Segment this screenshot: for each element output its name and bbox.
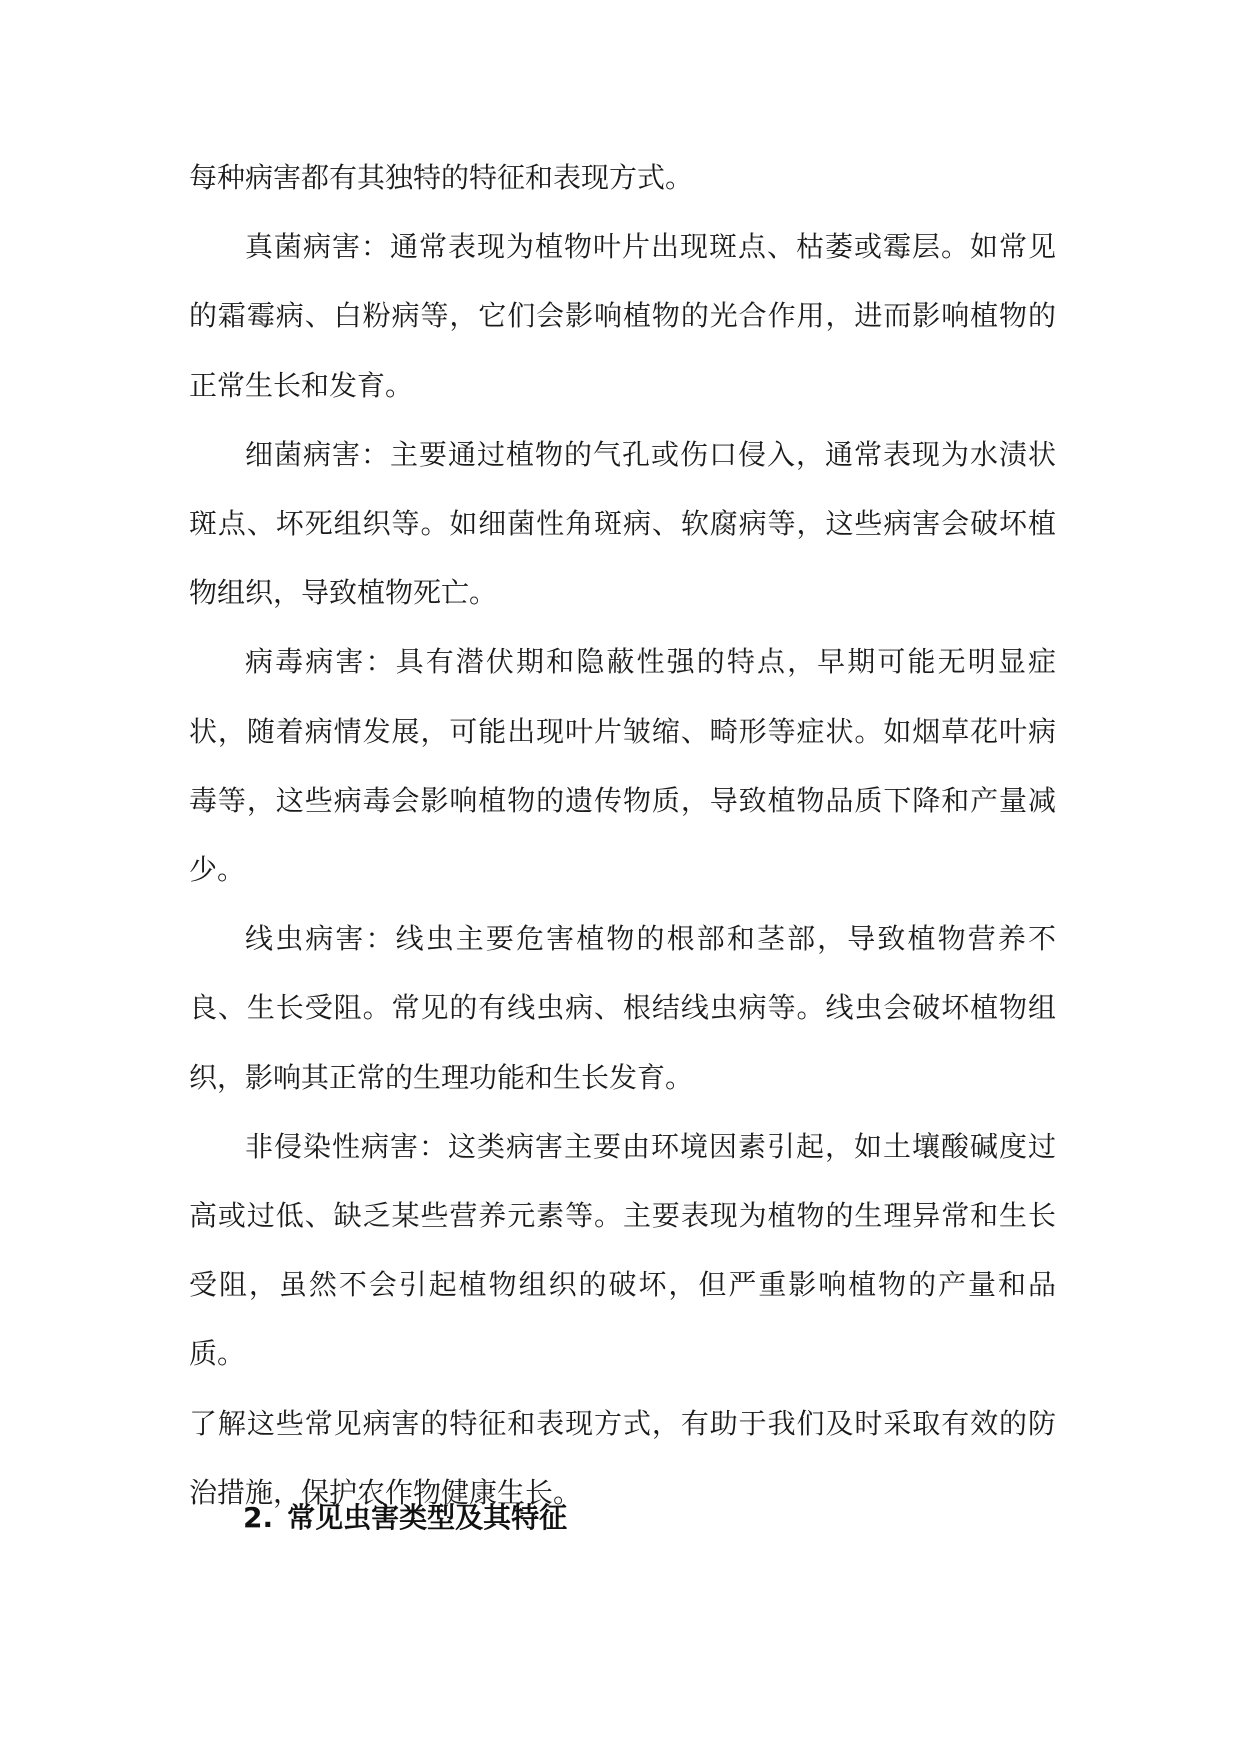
section-title: 常见虫害类型及其特征 bbox=[287, 1501, 568, 1534]
paragraph-noninfectious-disease: 非侵染性病害：这类病害主要由环境因素引起，如土壤酸碱度过高或过低、缺乏某些营养元素等。主要表现为植物的生理异常和生长受阻，虽然不会引起植物组织的破坏，但严重影响植物的产量和品质。 bbox=[189, 1129, 1056, 1371]
paragraph-bacterial-disease: 细菌病害：主要通过植物的气孔或伤口侵入，通常表现为水渍状斑点、坏死组织等。如细菌性角斑病、软腐病等，这些病害会破坏植物组织，导致植物死亡。 bbox=[189, 437, 1056, 610]
section-number: 2. bbox=[243, 1501, 274, 1534]
paragraph-fungal-disease: 真菌病害：通常表现为植物叶片出现斑点、枯萎或霉层。如常见的霜霉病、白粉病等，它们会影响植物的光合作用，进而影响植物的正常生长和发育。 bbox=[189, 230, 1056, 402]
document-body bbox=[189, 143, 1056, 1527]
paragraph-nematode-disease: 线虫病害：线虫主要危害植物的根部和茎部，导致植物营养不良、生长受阻。常见的有线虫病、根结线虫病等。线虫会破坏植物组织，影响其正常的生理功能和生长发育。 bbox=[189, 922, 1056, 1094]
paragraph-intro-continuation: 每种病害都有其独特的特征和表现方式。 bbox=[189, 161, 694, 194]
paragraph-viral-disease: 病毒病害：具有潜伏期和隐蔽性强的特点，早期可能无明显症状，随着病情发展，可能出现叶片皱缩、畸形等症状。如烟草花叶病毒等，这些病毒会影响植物的遗传物质，导致植物品质下降和产量减少。 bbox=[189, 645, 1056, 887]
paragraph-summary: 了解这些常见病害的特征和表现方式，有助于我们及时采取有效的防治措施，保护农作物健康生长。 bbox=[189, 1406, 1056, 1509]
section-heading bbox=[243, 1498, 567, 1538]
